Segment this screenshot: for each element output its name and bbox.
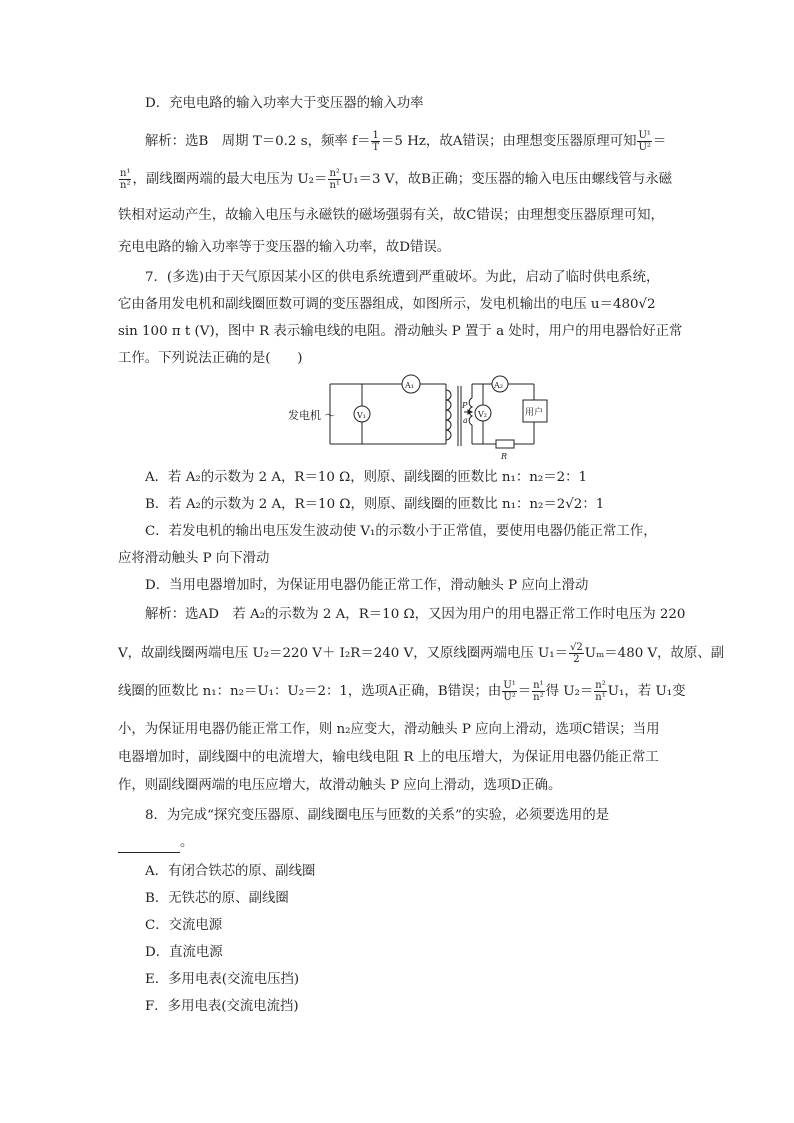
voltmeter-v2-label: V₂ — [478, 410, 487, 419]
denominator: n² — [533, 692, 544, 703]
q7-solution-line-6: 作，则副线圈两端的电压应增大，故滑动触头 P 应向上滑动，选项D正确。 — [118, 778, 562, 793]
q7-option-c-line-2: 应将滑动触头 P 向下滑动 — [118, 551, 270, 566]
q7-solution-line-1: 解析：选AD 若 A₂的示数为 2 A，R＝10 Ω，又因为用户的用电器正常工作时电压为 220 — [145, 607, 686, 622]
text-seg: 。 — [180, 835, 194, 850]
text-seg: ，副线圈两端的最大电压为 U₂＝ — [132, 172, 328, 187]
text-seg: 解析：选B 周期 T＝0.2 s，频率 f＝ — [145, 134, 371, 149]
q6-solution-line-4: 充电电路的输入功率等于变压器的输入功率，故D错误。 — [118, 240, 451, 255]
ammeter-a1-label: A₁ — [405, 381, 414, 390]
user-label: 用户 — [525, 408, 544, 418]
fraction — [502, 680, 516, 703]
denominator: 2 — [573, 654, 580, 665]
ammeter-a2-label: A₂ — [494, 381, 503, 390]
q7-option-d: D．当用电器增加时，为保证用电器仍能正常工作，滑动触头 P 应向上滑动 — [145, 578, 589, 593]
circuit-diagram — [286, 372, 556, 462]
q7-solution-line-4: 小，为保证用电器仍能正常工作，则 n₂应变大，滑动触头 P 应向上滑动，选项C错误；当用 — [118, 722, 660, 737]
fraction — [637, 130, 651, 153]
text-seg: U₁＝3 V，故B正确；变压器的输入电压由螺线管与永磁 — [341, 172, 673, 187]
answer-blank — [118, 839, 180, 853]
fraction — [594, 680, 606, 703]
q8-option-f: F．多用电表(交流电流挡) — [145, 999, 299, 1014]
text-seg: ＝5 Hz，故A错误；由理想变压器原理可知 — [381, 134, 637, 149]
q7-stem-line-1: 7．(多选)由于天气原因某小区的供电系统遭到严重破坏。为此，启动了临时供电系统， — [145, 270, 660, 285]
q7-solution-line-3 — [118, 680, 686, 703]
numerator: n¹ — [533, 680, 544, 691]
q8-stem-line-2 — [118, 833, 683, 853]
voltmeter-v1-label: V₁ — [357, 411, 366, 420]
text-seg: 得 U₂＝ — [545, 684, 594, 699]
q8-option-a: A．有闭合铁芯的原、副线圈 — [145, 864, 316, 879]
numerator: n² — [329, 168, 340, 179]
numerator: 1 — [372, 130, 379, 141]
q7-solution-line-5: 电器增加时，副线圈中的电流增大，输电线电阻 R 上的电压增大，为保证用电器仍能正常工 — [118, 750, 659, 765]
q7-option-c-line-1: C．若发电机的输出电压发生波动使 V₁的示数小于正常值，要使用电器仍能正常工作， — [145, 524, 657, 539]
fraction — [532, 680, 544, 703]
denominator: n² — [120, 180, 131, 191]
fraction — [569, 642, 584, 665]
q7-stem-line-2: 它由备用发电机和副线圈匝数可调的变压器组成，如图所示，发电机输出的电压 u＝480√2 — [118, 297, 656, 312]
numerator: U¹ — [503, 680, 516, 691]
text-seg: U₁，若 U₁变 — [607, 684, 686, 699]
q7-option-b: B．若 A₂的示数为 2 A，R＝10 Ω，则原、副线圈的匝数比 n₁：n₂＝2√2：1 — [145, 497, 605, 512]
q8-option-b: B．无铁芯的原、副线圈 — [145, 891, 289, 906]
generator-label: 发电机 ～ — [288, 409, 336, 422]
denominator: n¹ — [329, 180, 340, 191]
point-a-label: a — [463, 416, 468, 425]
denominator: U² — [503, 692, 516, 703]
fraction — [328, 168, 340, 191]
numerator: √2 — [570, 642, 583, 653]
text-seg: ＝ — [652, 134, 667, 149]
q8-stem-line-1: 8．为完成“探究变压器原、副线圈电压与匝数的关系”的实验，必须要选用的是 — [145, 808, 610, 823]
q7-option-a: A．若 A₂的示数为 2 A，R＝10 Ω，则原、副线圈的匝数比 n₁：n₂＝2：1 — [145, 470, 588, 485]
numerator: U¹ — [638, 130, 651, 141]
text-seg: ＝ — [517, 684, 532, 699]
q6-solution-line-2 — [118, 168, 683, 191]
numerator: n² — [595, 680, 606, 691]
q8-option-e: E．多用电表(交流电压挡) — [145, 972, 300, 987]
text-seg: V，故副线圈两端电压 U₂＝220 V＋ I₂R＝240 V，又原线圈两端电压 U₁＝ — [118, 646, 569, 661]
fraction — [119, 168, 131, 191]
denominator: U² — [638, 142, 651, 153]
q8-option-d: D．直流电源 — [145, 945, 223, 960]
q7-stem-line-3: sin 100 π t (V)，图中 R 表示输电线的电阻。滑动触头 P 置于 a 处时，用户的用电器恰好正常 — [118, 324, 683, 339]
text-seg: 线圈的匝数比 n₁：n₂＝U₁：U₂＝2：1，选项A正确，B错误；由 — [118, 684, 502, 699]
denominator: T — [372, 142, 380, 153]
fraction — [371, 130, 380, 153]
denominator: n¹ — [595, 692, 606, 703]
q8-option-c: C．交流电源 — [145, 918, 223, 933]
numerator: n¹ — [120, 168, 131, 179]
q6-solution-line-1 — [145, 130, 683, 153]
q6-solution-line-3: 铁相对运动产生，故输入电压与永磁铁的磁场强弱有关，故C错误；由理想变压器原理可知， — [118, 208, 664, 223]
q7-stem-line-4: 工作。下列说法正确的是( ) — [118, 351, 303, 366]
text-seg: Uₘ＝480 V，故原、副 — [584, 646, 725, 661]
q6-option-d: D．充电电路的输入功率大于变压器的输入功率 — [145, 96, 424, 111]
resistor-r-label: R — [501, 452, 508, 461]
q7-solution-line-2 — [118, 642, 725, 665]
slider-p-label: P — [462, 401, 468, 410]
